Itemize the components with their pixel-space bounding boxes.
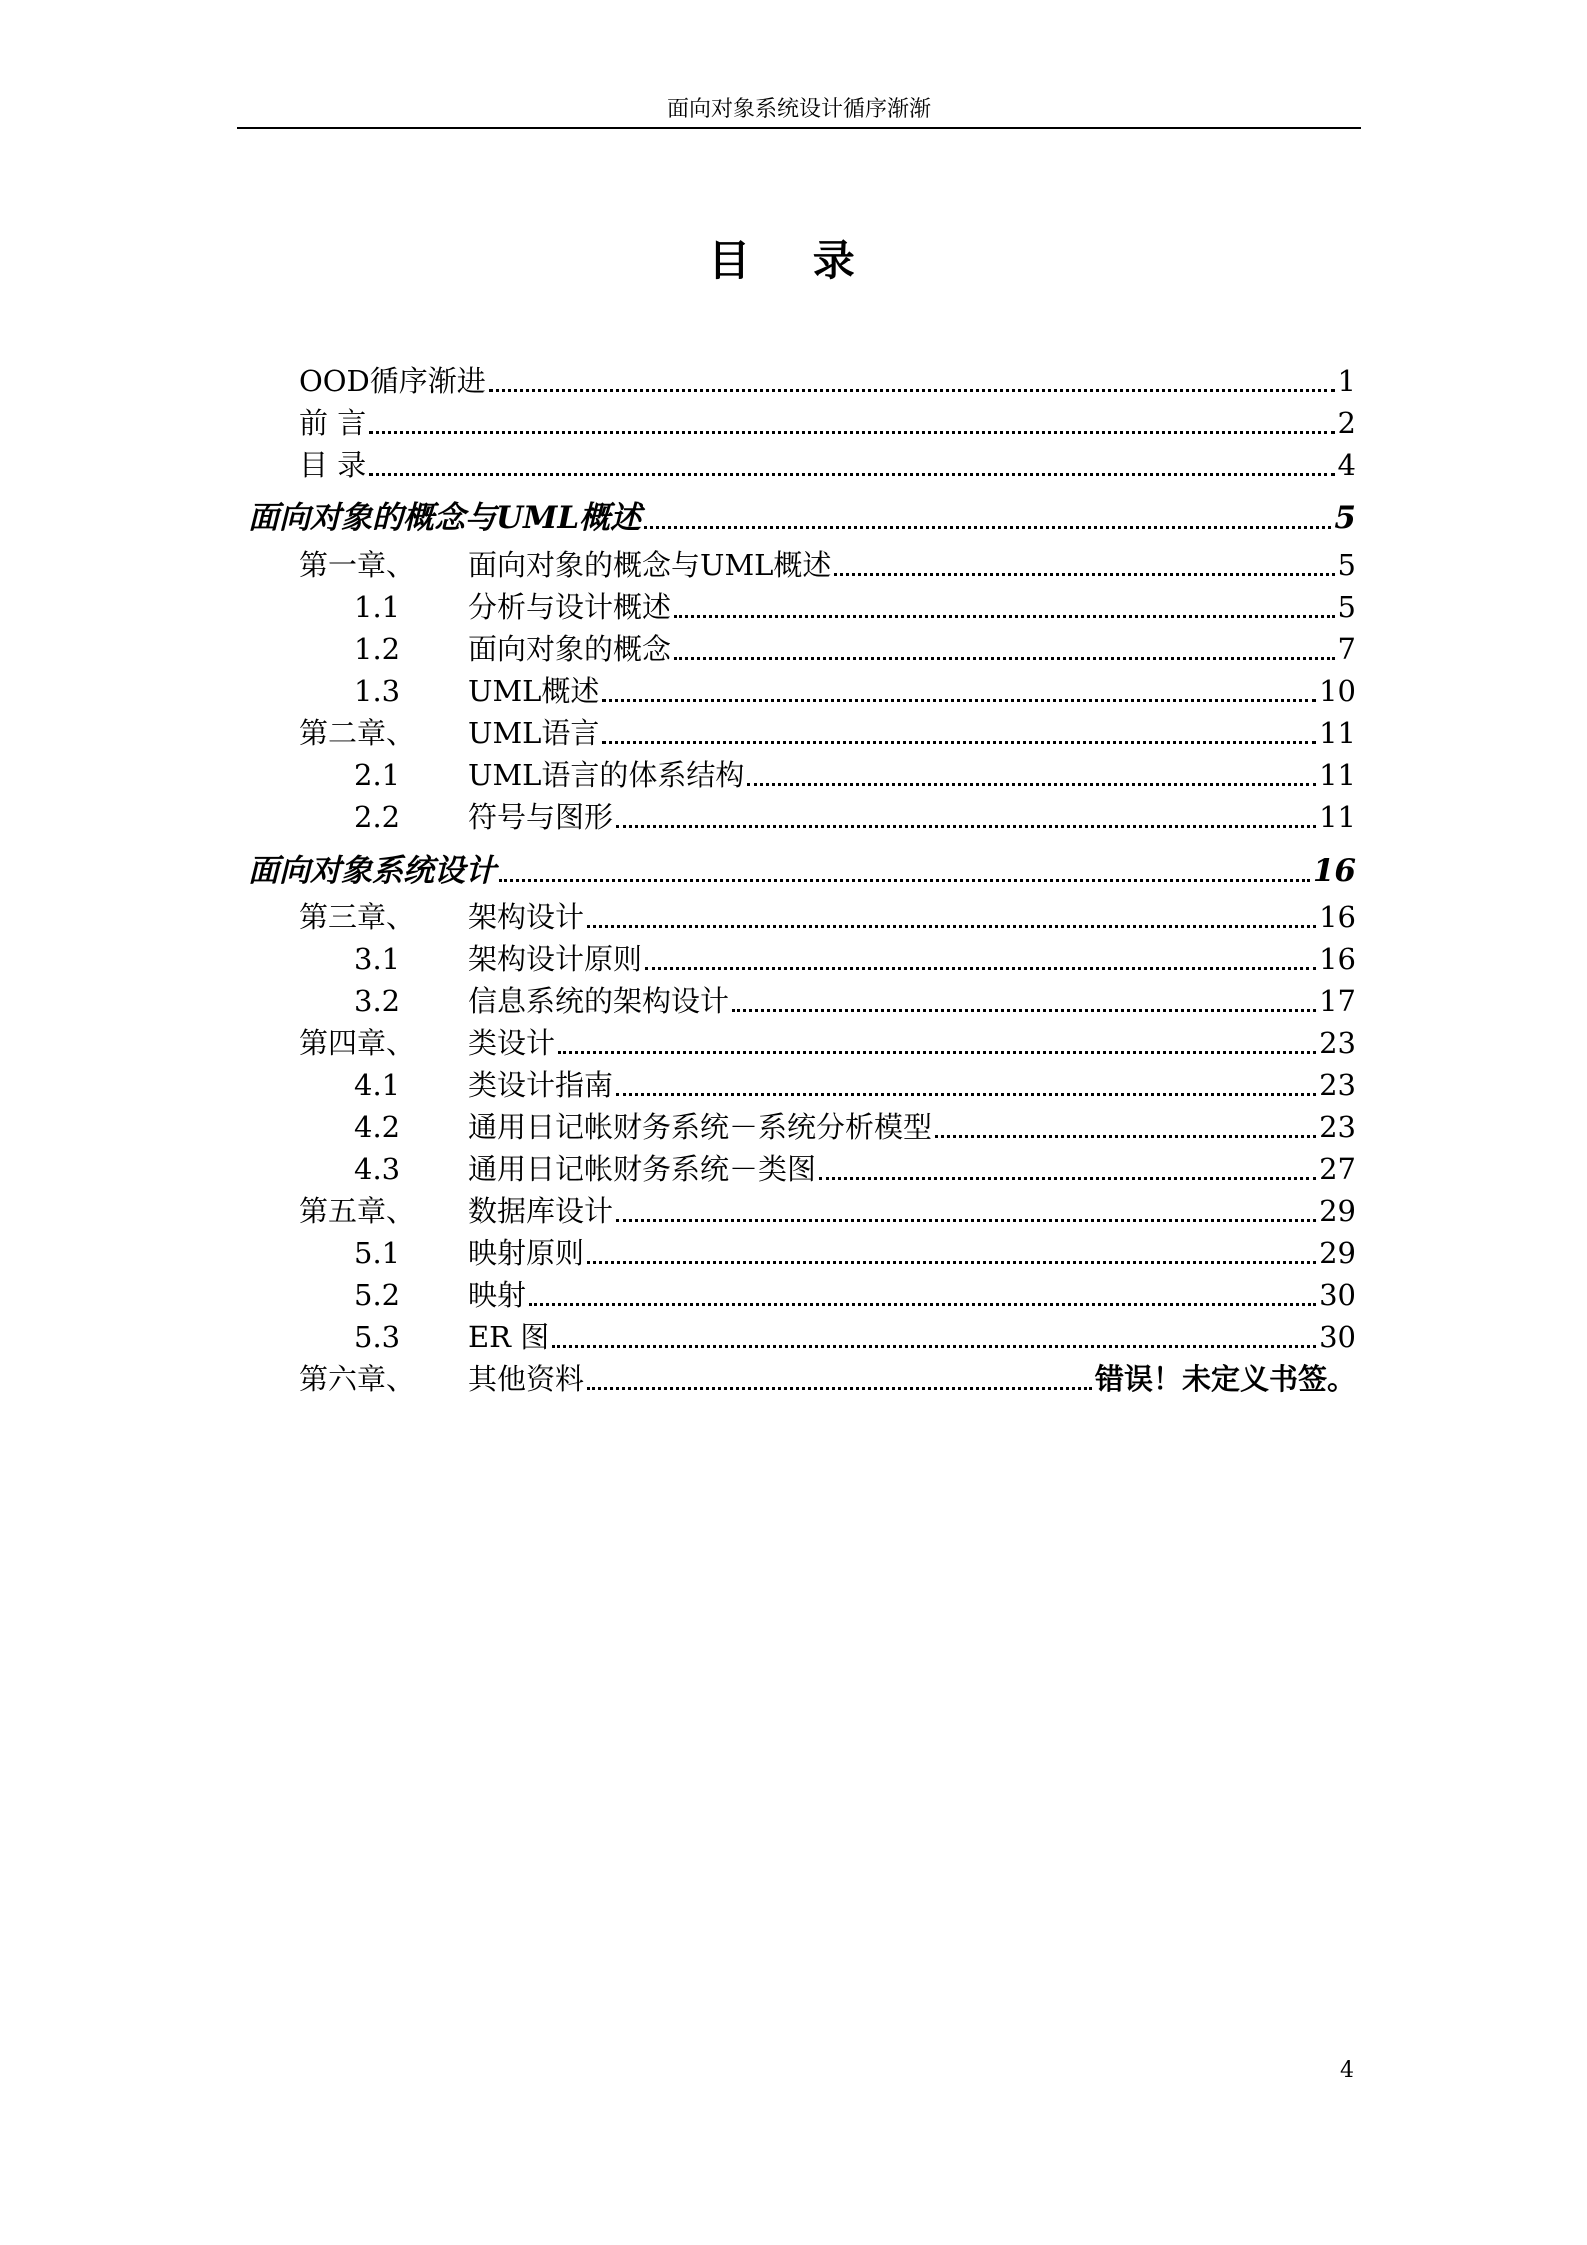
toc-entry-title: 映射 <box>468 1278 527 1312</box>
dot-leader <box>369 472 1334 476</box>
dot-leader <box>369 430 1334 434</box>
toc-entry[interactable] <box>248 498 1356 538</box>
dot-leader <box>747 782 1316 786</box>
toc-entry-title: 类设计指南 <box>468 1068 614 1102</box>
toc-entry-title: 架构设计 <box>468 900 585 934</box>
toc-entry-title: UML语言 <box>468 716 600 750</box>
toc-entry-title: 分析与设计概述 <box>468 590 672 624</box>
toc-entry-page: 27 <box>1319 1152 1356 1186</box>
toc-entry[interactable] <box>299 403 1356 443</box>
toc-entry-number: 3.2 <box>354 984 401 1018</box>
toc-entry[interactable] <box>299 1023 1356 1063</box>
toc-entry-page: 29 <box>1319 1194 1356 1228</box>
toc-entry-page: 2 <box>1337 406 1356 440</box>
dot-leader <box>645 966 1316 970</box>
toc-entry[interactable] <box>299 1233 1356 1273</box>
dot-leader <box>834 572 1334 576</box>
toc-entry[interactable] <box>299 629 1356 669</box>
toc-entry-page: 30 <box>1319 1278 1356 1312</box>
toc-entry-page: 23 <box>1319 1110 1356 1144</box>
toc-entry-page: 23 <box>1319 1068 1356 1102</box>
toc-entry[interactable] <box>299 1107 1356 1147</box>
toc-entry-page: 5 <box>1337 590 1356 624</box>
toc-entry[interactable] <box>299 1065 1356 1105</box>
dot-leader <box>674 656 1335 660</box>
toc-entry-number: 1.1 <box>354 590 401 624</box>
toc-entry-title: 数据库设计 <box>468 1194 614 1228</box>
toc-entry[interactable] <box>299 671 1356 711</box>
toc-entry[interactable] <box>299 1359 1356 1399</box>
dot-leader <box>602 698 1316 702</box>
toc-entry-title: 通用日记帐财务系统－系统分析模型 <box>468 1110 933 1144</box>
dot-leader <box>732 1008 1316 1012</box>
toc-entry[interactable] <box>299 587 1356 627</box>
toc-entry-number: 5.1 <box>354 1236 401 1270</box>
toc-entry-title: UML概述 <box>468 674 600 708</box>
dot-leader <box>616 1092 1316 1096</box>
dot-leader <box>587 1260 1316 1264</box>
dot-leader <box>819 1176 1316 1180</box>
toc-entry-title: 架构设计原则 <box>468 942 643 976</box>
dot-leader <box>499 878 1310 882</box>
toc-entry-number: 2.1 <box>354 758 401 792</box>
toc-entry-title: 映射原则 <box>468 1236 585 1270</box>
toc-entry-number: 4.1 <box>354 1068 401 1102</box>
toc-entry[interactable] <box>299 361 1356 401</box>
toc-entry-page: 5 <box>1337 548 1356 582</box>
toc-entry[interactable] <box>248 851 1356 891</box>
dot-leader <box>587 1386 1092 1390</box>
toc-entry-number: 5.2 <box>354 1278 401 1312</box>
toc-entry-page: 1 <box>1337 364 1356 398</box>
toc-entry[interactable] <box>299 1149 1356 1189</box>
toc-entry[interactable] <box>299 1317 1356 1357</box>
dot-leader <box>529 1302 1316 1306</box>
dot-leader <box>644 525 1331 529</box>
running-header: 面向对象系统设计循序渐渐 <box>666 97 931 122</box>
toc-entry-title: 面向对象的概念与UML概述 <box>248 500 642 536</box>
toc-entry[interactable] <box>299 545 1356 585</box>
toc-entry-page: 30 <box>1319 1320 1356 1354</box>
toc-entry-title: 类设计 <box>468 1026 556 1060</box>
toc-entry-number: 3.1 <box>354 942 401 976</box>
toc-entry[interactable] <box>299 939 1356 979</box>
header-rule <box>237 127 1361 129</box>
toc-entry-number: 4.2 <box>354 1110 401 1144</box>
toc-entry-page: 29 <box>1319 1236 1356 1270</box>
bookmark-error-text: 错误！未定义书签。 <box>1094 1362 1356 1396</box>
toc-entry-page: 5 <box>1334 500 1356 536</box>
toc-entry-page: 16 <box>1312 853 1356 889</box>
toc-entry-title: 其他资料 <box>468 1362 585 1396</box>
dot-leader <box>552 1344 1316 1348</box>
toc-entry[interactable] <box>299 755 1356 795</box>
toc-entry-page: 23 <box>1319 1026 1356 1060</box>
toc-entry[interactable] <box>299 797 1356 837</box>
toc-entry-number: 第五章、 <box>299 1194 416 1228</box>
toc-entry-title: 面向对象的概念与UML概述 <box>468 548 832 582</box>
toc-entry[interactable] <box>299 1275 1356 1315</box>
toc-entry-number: 第二章、 <box>299 716 416 750</box>
toc-entry-number: 4.3 <box>354 1152 401 1186</box>
toc-entry-number: 1.2 <box>354 632 401 666</box>
toc-entry-title: 目 录 <box>299 448 367 482</box>
toc-entry-title: 通用日记帐财务系统－类图 <box>468 1152 817 1186</box>
toc-entry-page: 16 <box>1319 900 1356 934</box>
toc-entry-number: 第六章、 <box>299 1362 416 1396</box>
toc-entry-page: 10 <box>1319 674 1356 708</box>
toc-entry-page: 11 <box>1319 716 1356 750</box>
dot-leader <box>602 740 1316 744</box>
toc-entry-page: 7 <box>1337 632 1356 666</box>
dot-leader <box>587 924 1316 928</box>
dot-leader <box>935 1134 1316 1138</box>
page-number: 4 <box>1340 2058 1354 2083</box>
dot-leader <box>558 1050 1316 1054</box>
toc-entry-number: 1.3 <box>354 674 401 708</box>
dot-leader <box>616 824 1316 828</box>
toc-entry-title: 符号与图形 <box>468 800 614 834</box>
toc-entry-number: 第三章、 <box>299 900 416 934</box>
toc-entry[interactable] <box>299 1191 1356 1231</box>
toc-entry[interactable] <box>299 897 1356 937</box>
toc-entry-title: 信息系统的架构设计 <box>468 984 730 1018</box>
toc-entry[interactable] <box>299 981 1356 1021</box>
toc-entry-page: 11 <box>1319 758 1356 792</box>
toc-entry-page: 11 <box>1319 800 1356 834</box>
toc-entry-page: 17 <box>1319 984 1356 1018</box>
dot-leader <box>674 614 1335 618</box>
toc-entry-page: 4 <box>1337 448 1356 482</box>
page-title: 目 录 <box>708 236 879 285</box>
toc-entry-title: OOD循序渐进 <box>299 364 486 398</box>
toc-entry[interactable] <box>299 713 1356 753</box>
toc-entry-number: 第一章、 <box>299 548 416 582</box>
dot-leader <box>616 1218 1316 1222</box>
toc-entry-title: 面向对象的概念 <box>468 632 672 666</box>
toc-entry-number: 第四章、 <box>299 1026 416 1060</box>
toc-entry[interactable] <box>299 445 1356 485</box>
toc-entry-title: 面向对象系统设计 <box>248 853 496 889</box>
toc-entry-title: ER 图 <box>468 1320 550 1354</box>
toc-entry-title: 前 言 <box>299 406 367 440</box>
toc-entry-title: UML语言的体系结构 <box>468 758 745 792</box>
dot-leader <box>489 388 1335 392</box>
toc-entry-number: 5.3 <box>354 1320 401 1354</box>
toc-entry-page: 16 <box>1319 942 1356 976</box>
toc-entry-number: 2.2 <box>354 800 401 834</box>
